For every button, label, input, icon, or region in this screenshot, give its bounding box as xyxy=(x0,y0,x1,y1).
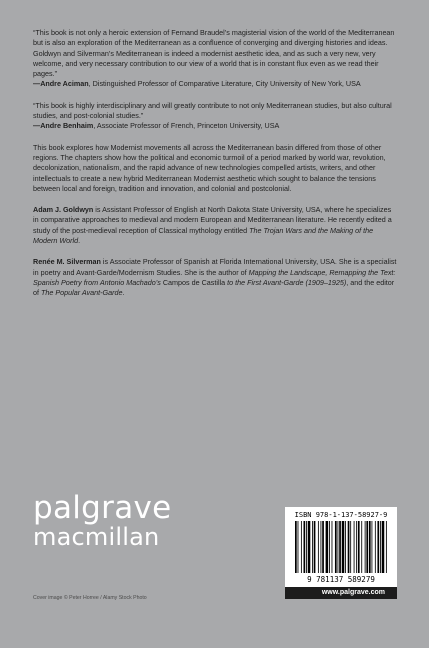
barcode-bar xyxy=(339,521,341,573)
barcode-bar xyxy=(321,521,322,573)
barcode-bar xyxy=(356,521,357,573)
bio-silverman: Renée M. Silverman is Associate Professor of Spanish at Florida International University, USA. She is a specialist in poetry and Avant-Garde/Modernism Studies. She is the author of Mapping the Landscape, Remapping the Text: Spanish Poetry from Antonio Machado’s Campos de Castilla to the First Avant-Garde (1909–1925), and the editor of The Popular Avant-Garde. xyxy=(33,257,397,298)
barcode-bar xyxy=(342,521,345,573)
quote-benhaim xyxy=(33,101,397,132)
barcode-bar xyxy=(382,521,385,573)
barcode-bar xyxy=(295,521,297,573)
publisher-website[interactable]: www.palgrave.com xyxy=(285,587,397,599)
bio-name: Adam J. Goldwyn xyxy=(33,205,94,215)
isbn-label: ISBN 978-1-137-58927-9 xyxy=(294,511,388,519)
quote-affiliation: , Distinguished Professor of Comparative Literature, City University of New York, USA xyxy=(88,79,361,89)
bio-book-title: The Trojan Wars and the Making of the Modern World xyxy=(33,225,374,246)
barcode-bar xyxy=(354,521,355,573)
barcode-bar xyxy=(365,521,366,573)
quote-author: —Andre Aciman xyxy=(33,79,89,89)
barcode-bar xyxy=(329,521,330,573)
barcode-bar xyxy=(361,521,362,573)
barcode-bar xyxy=(338,521,339,573)
bio-book-title: Mapping the Landscape, Remapping the Text: Spanish Poetry from Antonio Machado’s xyxy=(33,267,396,287)
barcode-bar xyxy=(348,521,350,573)
cover-image-credit: Cover image © Peter Horree / Alamy Stock Photo xyxy=(33,595,147,601)
barcode-bar xyxy=(326,521,329,573)
barcode-bar xyxy=(306,521,307,573)
bio-book-title: to the First Avant-Garde (1909–1925) xyxy=(227,277,347,287)
barcode-bar xyxy=(350,521,351,573)
barcode-bar xyxy=(298,521,299,573)
quote-aciman xyxy=(33,28,397,90)
bio-goldwyn: Adam J. Goldwyn is Assistant Professor of English at North Dakota State University, USA, where he specializes in comparative approaches to medieval and modern European and Mediterranean literature. He recently edited a study of the post-medieval reception of Classical mythology entitled The Trojan Wars and the Making of the Modern World. xyxy=(33,205,392,246)
quote-author: —Andre Benhaim xyxy=(33,121,94,131)
publisher-logo xyxy=(33,490,172,551)
barcode-digits: 9 781137 589279 xyxy=(307,575,375,583)
quote-text: “This book is highly interdisciplinary and will greatly contribute to not only Mediterranean studies, but also cultural studies, and post-colonial studies.” xyxy=(33,100,392,121)
barcode-bar xyxy=(358,521,360,573)
bio-book-title: The Popular Avant-Garde xyxy=(41,288,123,298)
barcode-bar xyxy=(366,521,368,573)
back-cover-text xyxy=(33,28,397,310)
barcode-bar xyxy=(386,521,387,573)
barcode-bar xyxy=(380,521,381,573)
barcode-bar xyxy=(322,521,324,573)
quote-affiliation: , Associate Professor of French, Princeton University, USA xyxy=(93,121,280,131)
publisher-logo-line2: macmillan xyxy=(33,523,160,551)
isbn-barcode xyxy=(285,507,397,587)
barcode-graphic xyxy=(289,521,393,583)
barcode-bar xyxy=(318,521,319,573)
quote-text: “This book is not only a heroic extension of Fernand Braudel’s magisterial vision of the world of the Mediterranean but is also an exploration of the Mediterranean as a confluence of converging and diverging histories and ideas. Goldwyn and Silverman’s Mediterranean is indeed a modernist aesthetic idea, and as such a very new, very welcome, and very necessary contribution to our view of a world that is in constant flux even as we read their pages.” xyxy=(33,28,395,79)
barcode-bar xyxy=(377,521,379,573)
barcode-bar xyxy=(369,521,371,573)
barcode-bar xyxy=(332,521,333,573)
barcode-bar xyxy=(375,521,376,573)
barcode-bar xyxy=(301,521,302,573)
bio-name: Renée M. Silverman xyxy=(33,257,101,267)
barcode-bar xyxy=(335,521,337,573)
barcode-bar xyxy=(345,521,346,573)
barcode-bar xyxy=(312,521,313,573)
barcode-bar xyxy=(372,521,373,573)
publisher-logo-line1: palgrave xyxy=(33,490,172,526)
book-description: This book explores how Modernist movements all across the Mediterranean basin differed from those of other regions. The chapters show how the political and economic turmoil of a period marked by world war, revolution, decolonization, nationalism, and the rapid advance of new technologies compelled artists, writers, and other intellectuals to create a new hybrid Mediterranean Modernist aesthetic which sought to balance the tensions between local and foreign, tradition and innovation, and colonial and postcolonial. xyxy=(33,142,386,193)
barcode-bar xyxy=(308,521,311,573)
barcode-bar xyxy=(304,521,306,573)
barcode-bar xyxy=(314,521,316,573)
